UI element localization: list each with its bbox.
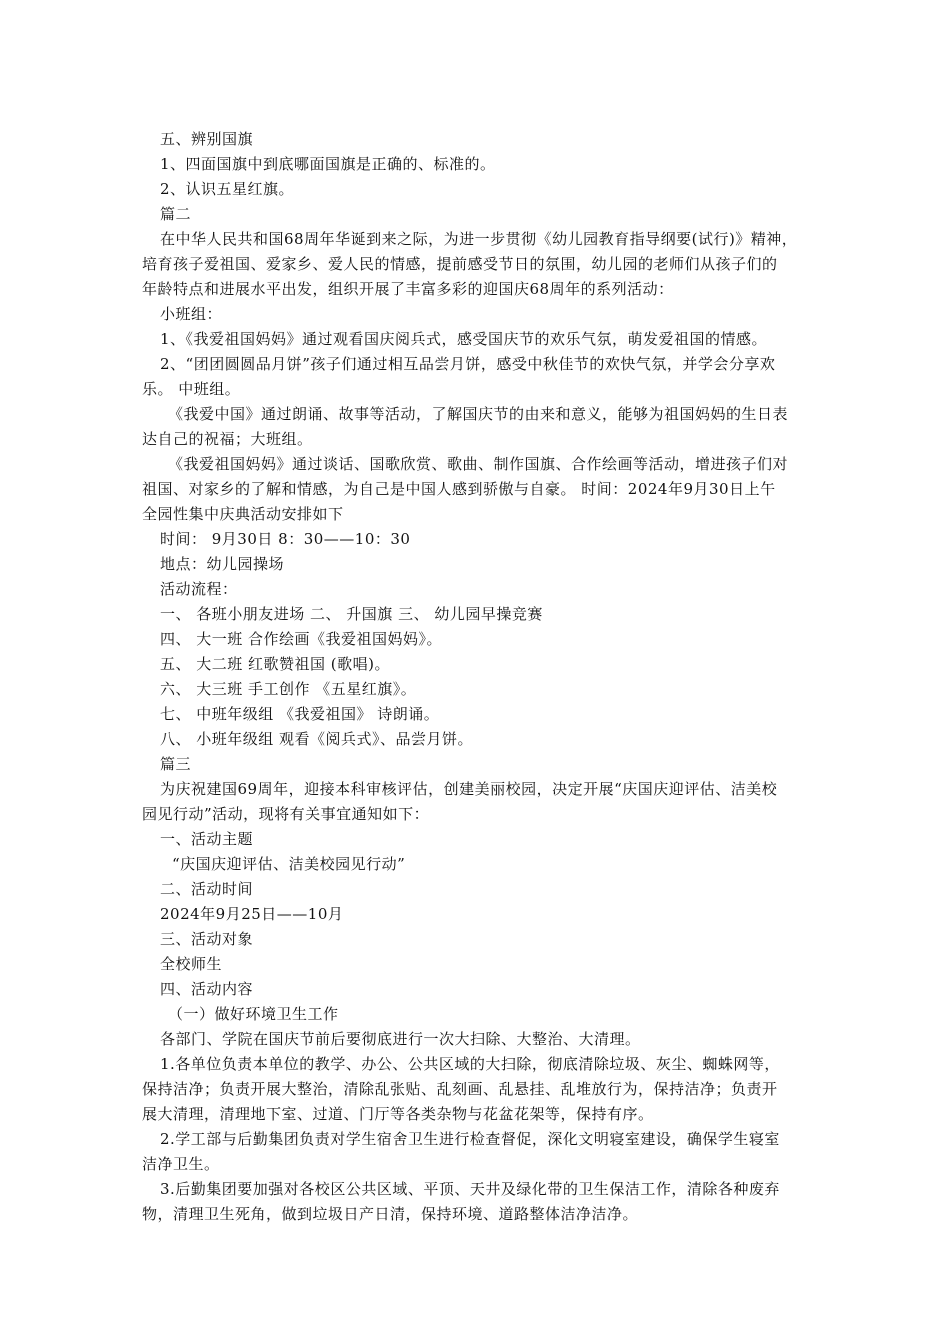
paragraph-line: 年龄特点和进展水平出发，组织开展了丰富多彩的迎国庆68周年的系列活动： <box>142 280 674 298</box>
flow-item: 八、 小班年级组 观看《阅兵式》、品尝月饼。 <box>160 730 474 748</box>
section-heading: 二、活动时间 <box>160 880 254 898</box>
group-heading: 小班组： <box>160 305 223 323</box>
section-heading: 三、活动对象 <box>160 930 254 948</box>
paragraph-line: 全园性集中庆典活动安排如下 <box>142 505 344 523</box>
paragraph-line: 洁净卫生。 <box>142 1155 220 1173</box>
paragraph-line: 2.学工部与后勤集团负责对学生宿舍卫生进行检查督促，深化文明寝室建设，确保学生寝室 <box>160 1130 780 1148</box>
text-line: 2、“团团圆圆品月饼”孩子们通过相互品尝月饼，感受中秋佳节的欢快气氛，并学会分享欢 <box>160 355 776 373</box>
flow-heading: 活动流程： <box>160 580 238 598</box>
section-heading: 五、辨别国旗 <box>160 130 254 148</box>
section-heading: 一、活动主题 <box>160 830 254 848</box>
paragraph-line: 《我爱祖国妈妈》通过谈话、国歌欣赏、歌曲、制作国旗、合作绘画等活动，增进孩子们对 <box>168 455 789 473</box>
flow-item: 四、 大一班 合作绘画《我爱祖国妈妈》。 <box>160 630 443 648</box>
paragraph-line: 保持洁净；负责开展大整治，清除乱张贴、乱刻画、乱悬挂、乱堆放行为，保持洁净；负责开 <box>142 1080 778 1098</box>
chapter-heading: 篇三 <box>160 755 192 773</box>
location-line: 地点：幼儿园操场 <box>160 555 285 573</box>
text-line: 2、认识五星红旗。 <box>160 180 295 198</box>
flow-item: 六、 大三班 手工创作 《五星红旗》。 <box>160 680 417 698</box>
paragraph-line: 在中华人民共和国68周年华诞到来之际，为进一步贯彻《幼儿园教育指导纲要(试行)》精神， <box>160 230 798 248</box>
paragraph-line: 达自己的祝福；大班组。 <box>142 430 313 448</box>
section-heading: 四、活动内容 <box>160 980 254 998</box>
text-line: 乐。 中班组。 <box>142 380 241 398</box>
subsection-heading: （一）做好环境卫生工作 <box>168 1005 339 1023</box>
text-line: 2024年9月25日——10月 <box>160 905 344 923</box>
paragraph-line: 1.各单位负责本单位的教学、办公、公共区域的大扫除，彻底清除垃圾、灰尘、蜘蛛网等， <box>160 1055 780 1073</box>
text-line: 1、四面国旗中到底哪面国旗是正确的、标准的。 <box>160 155 496 173</box>
paragraph-line: 展大清理，清理地下室、过道、门厅等各类杂物与花盆花架等，保持有序。 <box>142 1105 654 1123</box>
document-body <box>142 127 808 1227</box>
paragraph-line: 3.后勤集团要加强对各校区公共区域、平顶、天井及绿化带的卫生保洁工作，清除各种废弃 <box>160 1180 780 1198</box>
flow-item: 一、 各班小朋友进场 二、 升国旗 三、 幼儿园早操竞赛 <box>160 605 543 623</box>
text-line: 1、《我爱祖国妈妈》通过观看国庆阅兵式，感受国庆节的欢乐气氛，萌发爱祖国的情感。 <box>160 330 768 348</box>
text-line: 各部门、学院在国庆节前后要彻底进行一次大扫除、大整治、大清理。 <box>160 1030 641 1048</box>
paragraph-line: 物，清理卫生死角，做到垃圾日产日清，保持环境、道路整体洁净洁净。 <box>142 1205 639 1223</box>
time-line: 时间： 9月30日 8：30——10：30 <box>160 530 411 548</box>
chapter-heading: 篇二 <box>160 205 192 223</box>
text-line: 全校师生 <box>160 955 223 973</box>
flow-item: 七、 中班年级组 《我爱祖国》 诗朗诵。 <box>160 705 440 723</box>
text-line: “庆国庆迎评估、洁美校园见行动” <box>172 855 406 873</box>
flow-item: 五、 大二班 红歌赞祖国 (歌唱)。 <box>160 655 391 673</box>
paragraph-line: 祖国、对家乡的了解和情感，为自己是中国人感到骄傲与自豪。 时间：2024年9月30日上午 <box>142 480 776 498</box>
paragraph-line: 为庆祝建国69周年，迎接本科审核评估，创建美丽校园，决定开展“庆国庆迎评估、洁美校 <box>160 780 778 798</box>
paragraph-line: 园见行动”活动，现将有关事宜通知如下： <box>142 805 430 823</box>
paragraph-line: 培育孩子爱祖国、爱家乡、爱人民的情感，提前感受节日的氛围，幼儿园的老师们从孩子们的 <box>142 255 778 273</box>
paragraph-line: 《我爱中国》通过朗诵、故事等活动，了解国庆节的由来和意义，能够为祖国妈妈的生日表 <box>168 405 789 423</box>
